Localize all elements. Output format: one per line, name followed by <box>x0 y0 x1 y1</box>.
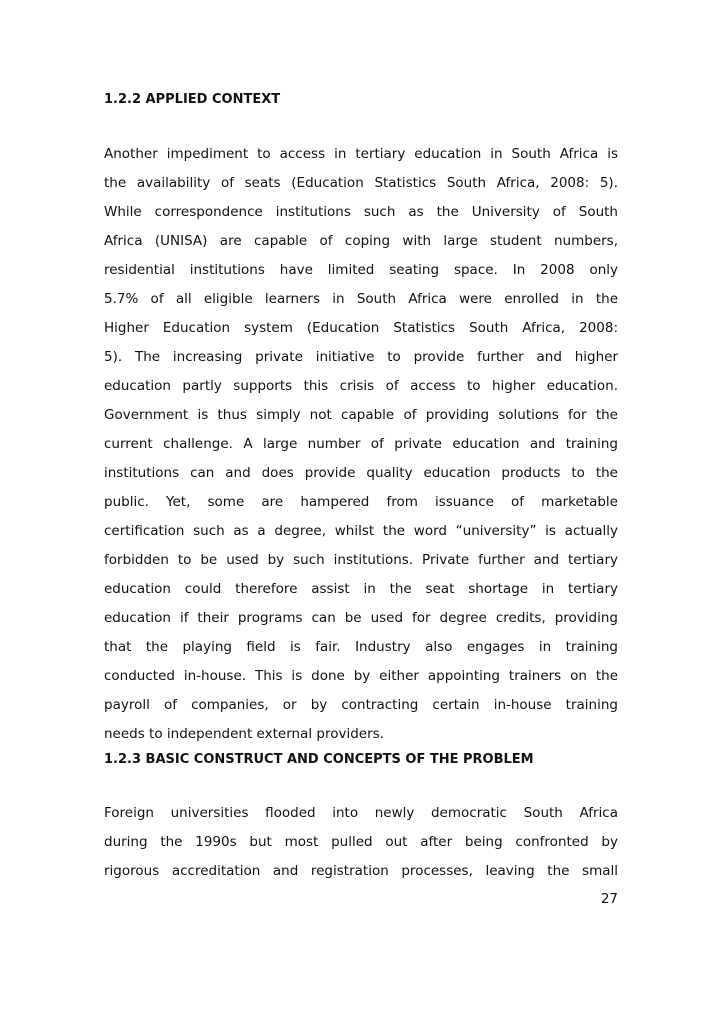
paragraph-line: needs to independent external providers. <box>104 726 384 742</box>
paragraph-line: that the playing field is fair. Industry also engages in training <box>104 639 618 655</box>
paragraph-line: education if their programs can be used for degree credits, providing <box>104 610 618 626</box>
paragraph-line: the availability of seats (Education Statistics South Africa, 2008: 5). <box>104 175 618 191</box>
section-heading-basic-construct: 1.2.3 BASIC CONSTRUCT AND CONCEPTS OF THE PROBLEM <box>104 752 534 767</box>
page-number: 27 <box>600 891 618 907</box>
paragraph-line: rigorous accreditation and registration processes, leaving the small <box>104 863 618 879</box>
paragraph-line: forbidden to be used by such institutions. Private further and tertiary <box>104 552 618 568</box>
paragraph-line: conducted in-house. This is done by either appointing trainers on the <box>104 668 618 684</box>
paragraph-basic-construct <box>104 799 618 886</box>
paragraph-line: 5.7% of all eligible learners in South Africa were enrolled in the <box>104 291 618 307</box>
paragraph-line: Foreign universities flooded into newly democratic South Africa <box>104 805 618 821</box>
paragraph-line: Africa (UNISA) are capable of coping with large student numbers, <box>104 233 618 249</box>
paragraph-line: current challenge. A large number of private education and training <box>104 436 618 452</box>
section-heading-applied-context: 1.2.2 APPLIED CONTEXT <box>104 92 281 107</box>
paragraph-line: 5). The increasing private initiative to provide further and higher <box>104 349 618 365</box>
paragraph-line: Government is thus simply not capable of providing solutions for the <box>104 407 618 423</box>
paragraph-line: While correspondence institutions such as the University of South <box>104 204 618 220</box>
paragraph-applied-context <box>104 140 618 749</box>
paragraph-line: Higher Education system (Education Statistics South Africa, 2008: <box>104 320 618 336</box>
paragraph-line: institutions can and does provide quality education products to the <box>104 465 618 481</box>
paragraph-line: payroll of companies, or by contracting certain in-house training <box>104 697 618 713</box>
paragraph-line: during the 1990s but most pulled out after being confronted by <box>104 834 618 850</box>
paragraph-line: education partly supports this crisis of access to higher education. <box>104 378 618 394</box>
paragraph-line: education could therefore assist in the seat shortage in tertiary <box>104 581 618 597</box>
paragraph-line: Another impediment to access in tertiary education in South Africa is <box>104 146 618 162</box>
paragraph-line: residential institutions have limited seating space. In 2008 only <box>104 262 618 278</box>
paragraph-line: certification such as a degree, whilst the word “university” is actually <box>104 523 618 539</box>
paragraph-line: public. Yet, some are hampered from issuance of marketable <box>104 494 618 510</box>
